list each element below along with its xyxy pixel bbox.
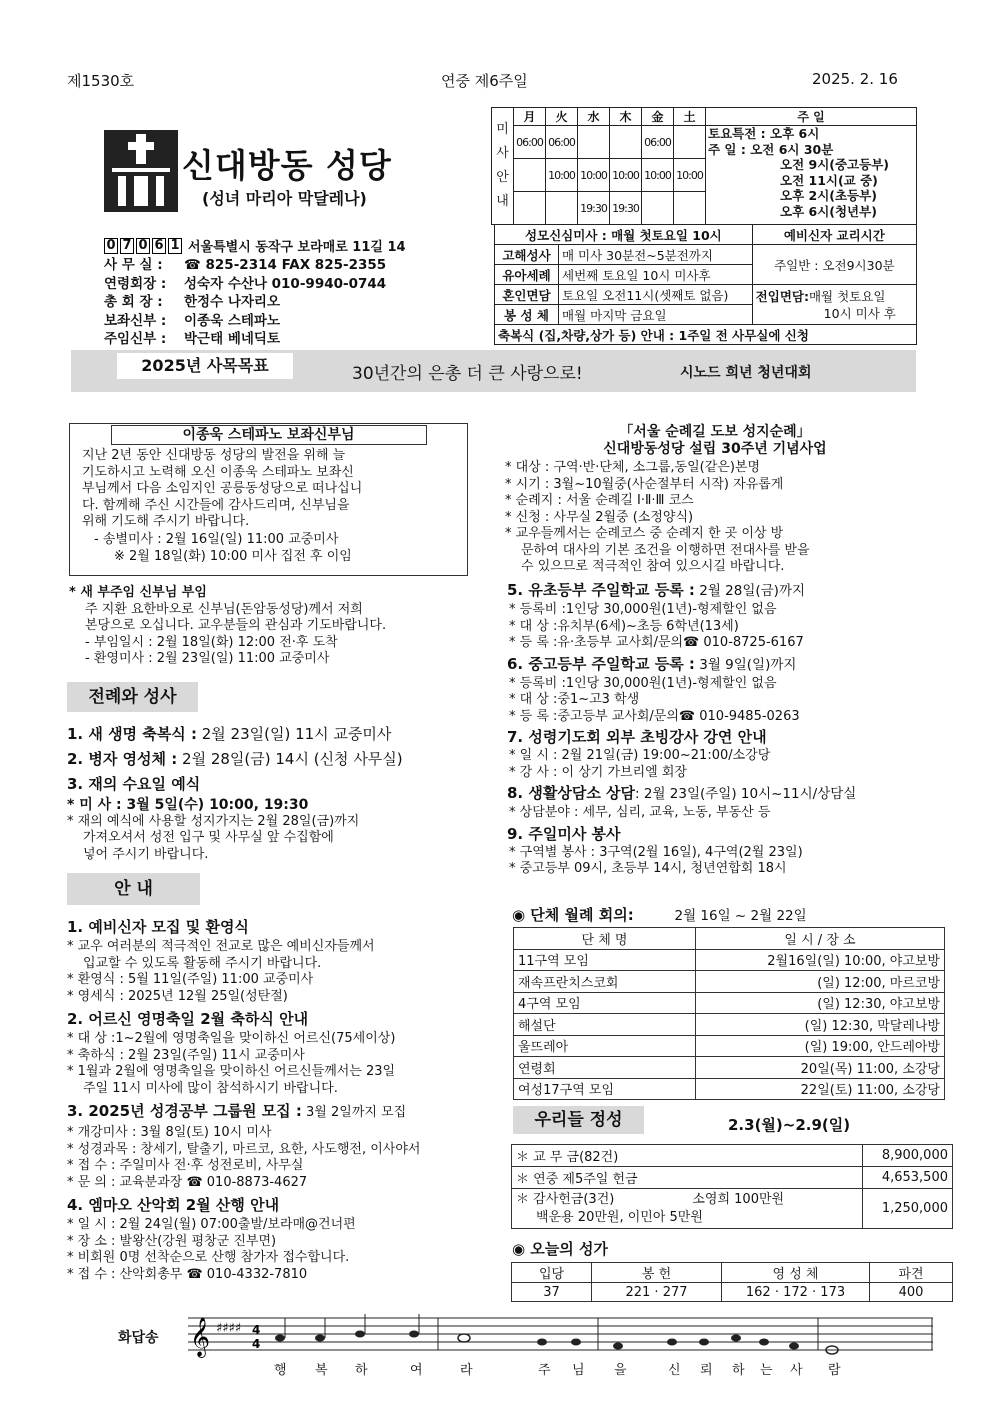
meetings-title-row xyxy=(512,904,807,925)
svg-text:4: 4 xyxy=(252,1323,261,1337)
mass-time xyxy=(674,192,706,225)
offering-label: ＊ 교 무 금(82건) xyxy=(512,1145,863,1167)
text-line: * 등 록 :유·초등부 교사회/문의☎ 010-8725-6167 xyxy=(509,635,804,650)
contact-label: 보좌신부 : xyxy=(104,312,167,329)
right-item-head xyxy=(507,726,927,748)
pilgrimage-section xyxy=(505,424,925,576)
notice-head: 2. 어르신 영명축일 2월 축하식 안내 xyxy=(67,1010,309,1028)
meeting-group: 여성17구역 모임 xyxy=(514,1078,696,1100)
contact-label: 총 회 장 : xyxy=(104,294,163,310)
hymn-head: 입당 xyxy=(512,1263,592,1283)
notice-head: 1. 예비신자 모집 및 환영식 xyxy=(67,918,249,936)
info-label: 유아세례 xyxy=(495,265,559,285)
notice-head: 3. 2025년 성경공부 그룹원 모집 : xyxy=(67,1102,302,1120)
catechumen-title: 예비신자 교리시간 xyxy=(752,225,916,245)
info-label: 고해성사 xyxy=(495,245,559,265)
offering-label: ＊ 연중 제5주일 헌금 xyxy=(512,1167,863,1189)
text-line: * 신청 : 사무실 2월중 (소정양식) xyxy=(505,509,694,525)
mass-time: 10:00 xyxy=(610,159,642,192)
mass-time: 19:30 xyxy=(610,192,642,225)
text-line: 가져오셔서 성전 입구 및 사무실 앞 수집함에 xyxy=(83,830,334,845)
info-label: 혼인면담 xyxy=(495,285,559,305)
text-line: 넣어 주시기 바랍니다. xyxy=(83,846,209,862)
postal-digit: 1 xyxy=(168,238,182,254)
offering-amount: 8,900,000 xyxy=(863,1145,953,1167)
meeting-group: 울뜨레아 xyxy=(514,1035,696,1057)
text-line: * 접 수 : 산악회총무 ☎ 010-4332-7810 xyxy=(67,1266,308,1282)
holy-hour: 성모신심미사 : 매월 첫토요일 10시 xyxy=(495,225,753,245)
meeting-time: 2월16일(일) 10:00, 야고보방 xyxy=(696,949,945,971)
text-line: * 성경과목 : 창세기, 탈출기, 마르코, 요한, 사도행전, 이사야서 xyxy=(67,1141,421,1157)
lyric-syllable: 사 xyxy=(790,1363,803,1378)
contact-value: 이종욱 스테파노 xyxy=(184,312,280,329)
lyric-syllable: 행 xyxy=(274,1363,287,1378)
mass-time xyxy=(514,159,546,192)
text-line: * 구역별 봉사 : 3구역(2월 16일), 4구역(2월 23일) xyxy=(509,844,803,860)
liturgy-title: 전례와 성사 xyxy=(67,682,198,712)
transfer-value: 매월 첫토요일 xyxy=(808,288,886,304)
mass-day-head: 水 xyxy=(578,108,610,126)
meeting-group: 연령회 xyxy=(514,1057,696,1079)
hymn-number: 221 · 277 xyxy=(592,1283,722,1302)
text-line: 수 있으므로 적극적인 참여 있으시길 바랍니다. xyxy=(521,559,785,574)
svg-text:♯♯♯♯: ♯♯♯♯ xyxy=(216,1321,242,1336)
text-line: * 재의 예식에 사용할 성지가지는 2월 28일(금)까지 xyxy=(67,813,360,829)
text-line: * 등 록 :중고등부 교사회/문의☎ 010-9485-0263 xyxy=(509,708,800,724)
text-line: * 접 수 : 주일미사 전·후 성전로비, 사무실 xyxy=(67,1158,304,1173)
lyric-syllable: 뢰 xyxy=(700,1363,713,1378)
farewell-box xyxy=(69,423,468,576)
text-line: 다. 함께해 주신 시간들에 감사드리며, 신부님을 xyxy=(82,497,350,513)
psalm-staff xyxy=(188,1310,933,1362)
text-line: * 순례지 : 서울 순례길 Ⅰ·Ⅱ·Ⅲ 코스 xyxy=(505,493,694,508)
mass-time: 10:00 xyxy=(546,159,578,192)
goal-label: 2025년 사목목표 xyxy=(117,353,293,379)
mass-time: 19:30 xyxy=(578,192,610,225)
lyric-syllable: 라 xyxy=(460,1363,473,1378)
svg-text:4: 4 xyxy=(252,1337,261,1351)
text-line: 기도하시고 노력해 오신 이종욱 스테파노 보좌신 xyxy=(82,464,354,480)
text-line: * 대 상 :유치부(6세)~초등 6학년(13세) xyxy=(509,618,739,634)
info-value: 매 미사 30분전~5분전까지 xyxy=(559,245,753,265)
new-priest-section xyxy=(69,585,386,668)
text-line: * 강 사 : 이 상기 가브리엘 회장 xyxy=(509,764,687,780)
right-item-head xyxy=(507,579,927,602)
text-line: 본당으로 오십니다. 교우분들의 관심과 기도바랍니다. xyxy=(85,618,387,633)
info-value: 매월 마지막 금요일 xyxy=(559,305,753,325)
meeting-head: 일 시 / 장 소 xyxy=(696,928,945,950)
hymns-table xyxy=(511,1262,953,1302)
church-patron: (성녀 마리아 막달레나) xyxy=(202,189,367,208)
weekly-class: 주일반 : 오전9시30분 xyxy=(752,245,916,285)
mass-schedule xyxy=(491,107,917,225)
meetings-title: ◉ 단체 월례 회의: xyxy=(512,906,634,924)
mass-side-char: 사 xyxy=(496,146,509,161)
mass-time xyxy=(674,126,706,159)
contact-list xyxy=(104,256,386,349)
sacrament-info xyxy=(494,224,917,345)
lyric-syllable: 신 xyxy=(668,1363,681,1378)
meeting-time: (일) 19:00, 안드레아방 xyxy=(696,1035,945,1057)
contact-row xyxy=(104,293,386,312)
mass-side-char: 안 xyxy=(496,170,509,185)
blessing-notice: 축복식 (집,차량,상가 등) 안내 : 1주일 전 사무실에 신청 xyxy=(495,325,917,345)
text-line: * 축하식 : 2월 23일(주일) 11시 교중미사 xyxy=(67,1047,305,1063)
thanks-label: ＊ 감사헌금(3건) xyxy=(516,1191,615,1207)
text-line: * 대 상 :중1~고3 학생 xyxy=(509,692,640,707)
mass-sunday-head: 주 일 xyxy=(706,108,917,126)
pilgrimage-sub: 신대방동성당 설립 30주년 기념사업 xyxy=(603,441,827,457)
notice-section xyxy=(67,915,477,1283)
goal-sub: 시노드 희년 청년대회 xyxy=(680,365,812,381)
pilgrimage-title: 「서울 순례길 도보 성지순례」 xyxy=(619,424,811,440)
text-line: 문하여 대사의 기본 조건을 이행하면 전대사를 받을 xyxy=(521,542,810,558)
meeting-time: 22일(토) 11:00, 소강당 xyxy=(696,1078,945,1100)
text-line: * 교우 여러분의 적극적인 전교로 많은 예비신자들께서 xyxy=(67,939,375,954)
text-line: * 영세식 : 2025년 12월 25일(성탄절) xyxy=(67,988,288,1004)
notice-title: 안 내 xyxy=(67,873,200,905)
sunday-name: 연중 제6주일 xyxy=(441,72,528,90)
address-text: 서울특별시 동작구 보라매로 11길 14 xyxy=(188,240,406,255)
text-line: 지난 2년 동안 신대방동 성당의 발전을 위해 늘 xyxy=(82,448,346,463)
mass-side-char: 미 xyxy=(496,122,509,137)
info-value: 세번째 토요일 10시 미사후 xyxy=(559,265,753,285)
psalm-label: 화답송 xyxy=(118,1330,159,1346)
section-head: 7. 성령기도회 외부 초빙강사 강연 안내 xyxy=(507,728,767,746)
text-line: * 중고등부 09시, 초등부 14시, 청년연합회 18시 xyxy=(509,861,787,876)
text-line: * 교우들께서는 순례코스 중 순례지 한 곳 이상 방 xyxy=(505,526,784,541)
text-line: * 상담분야 : 세무, 심리, 교육, 노동, 부동산 등 xyxy=(509,805,771,820)
right-item-head xyxy=(507,653,927,676)
lyric-syllable: 는 xyxy=(760,1363,773,1378)
sunday-line: 주 일 : 오전 6시 30분 xyxy=(708,141,834,157)
contact-row xyxy=(104,312,386,331)
sunday-line: 오전 9시(중고등부) xyxy=(780,157,890,172)
contact-value: 성숙자 수산나 010-9940-0744 xyxy=(184,275,387,292)
lyric-syllable: 하 xyxy=(732,1363,745,1378)
new-priest-title: * 새 부주임 신부님 부임 xyxy=(69,585,207,600)
thanks-donor: 소영희 100만원 xyxy=(692,1191,785,1207)
contact-value: ☎ 825-2314 FAX 825-2355 xyxy=(184,257,387,273)
offering-period: 2.3(월)~2.9(일) xyxy=(728,1116,851,1134)
sunday-line: 오전 11시(교 중) xyxy=(780,172,878,188)
notice-head: 4. 엠마오 산악회 2월 산행 안내 xyxy=(67,1196,280,1214)
text-line: * 문 의 : 교육분과장 ☎ 010-8873-4627 xyxy=(67,1174,308,1190)
farewell-body xyxy=(70,445,467,531)
mass-time xyxy=(642,192,674,225)
section-head: 5. 유초등부 주일학교 등록 : xyxy=(507,581,695,599)
info-label: 봉 성 체 xyxy=(495,305,559,325)
liturgy-item-head: 3. 재의 수요일 예식 xyxy=(67,775,201,793)
mass-side-char: 내 xyxy=(496,194,509,209)
transfer-label: 전입면담: xyxy=(755,288,809,304)
section-head: 9. 주일미사 봉사 xyxy=(507,824,621,843)
church-name: 신대방동 성당 xyxy=(182,146,392,185)
text-line: * 등록비 :1인당 30,000원(1년)-형제할인 없음 xyxy=(509,602,777,617)
liturgy-item-text: 2월 23일(일) 11시 교중미사 xyxy=(196,725,392,743)
hymn-number: 37 xyxy=(512,1283,592,1302)
mass-side-label xyxy=(492,108,514,225)
psalm-lyrics xyxy=(188,1359,933,1377)
text-line: * 시기 : 3월~10월중(사순절부터 시작) 자유롭게 xyxy=(505,476,784,492)
text-line: * 대 상 :1~2월에 영명축일을 맞이하신 어르신(75세이상) xyxy=(67,1031,396,1046)
contact-label: 주임신부 : xyxy=(104,331,167,347)
hymn-head: 영 성 체 xyxy=(722,1263,870,1283)
text-line: * 개강미사 : 3월 8일(토) 10시 미사 xyxy=(67,1125,272,1140)
svg-text:𝄞: 𝄞 xyxy=(190,1317,211,1357)
info-value: 토요일 오전11시(셋째토 없음) xyxy=(559,285,753,305)
sunday-line: 토요특전 : 오후 6시 xyxy=(708,126,820,141)
farewell-title: 이종욱 스테파노 보좌신부님 xyxy=(111,425,427,445)
contact-row xyxy=(104,256,386,275)
offering-amount: 4,653,500 xyxy=(863,1167,953,1189)
mass-time xyxy=(578,126,610,159)
right-notices xyxy=(507,578,927,878)
offering-amount: 1,250,000 xyxy=(863,1189,953,1229)
mass-time: 10:00 xyxy=(578,159,610,192)
issue-number: 제1530호 xyxy=(67,72,135,90)
section-head-rest: 3월 9일(일)까지 xyxy=(694,656,797,673)
section-head: 6. 중고등부 주일학교 등록 : xyxy=(507,654,695,673)
postal-digit: 0 xyxy=(104,238,118,254)
liturgy-item-text: 2월 28일(금) 14시 (신청 사무실) xyxy=(177,750,403,768)
church-logo-icon xyxy=(104,130,178,212)
text-line: 주 지환 요한바오로 신부님(돈암동성당)께서 저희 xyxy=(85,601,363,617)
meeting-time: (일) 12:00, 마르코방 xyxy=(696,971,945,993)
meeting-group: 11구역 모임 xyxy=(514,949,696,971)
contact-label: 사 무 실 : xyxy=(104,257,163,273)
text-line: * 일 시 : 2월 21일(금) 19:00~21:00/소강당 xyxy=(509,748,771,763)
right-item-head xyxy=(507,782,927,805)
text-line: * 환영식 : 5월 11일(주일) 11:00 교중미사 xyxy=(67,972,314,987)
lyric-syllable: 을 xyxy=(614,1363,627,1378)
issue-date: 2025. 2. 16 xyxy=(812,70,898,88)
meeting-head: 단 체 명 xyxy=(514,928,696,950)
hymn-number: 162 · 172 · 173 xyxy=(722,1283,870,1302)
mass-sunday-times xyxy=(706,126,917,225)
hymn-number: 400 xyxy=(870,1283,953,1302)
section-head-rest: 2월 28일(금)까지 xyxy=(694,583,806,599)
text-line: * 대상 : 구역·반·단체, 소그룹,동일(같은)본명 xyxy=(505,460,761,475)
meeting-time: (일) 12:30, 야고보방 xyxy=(696,992,945,1014)
meeting-time: (일) 12:30, 막달레나방 xyxy=(696,1014,945,1036)
farewell-note: ※ 2월 18일(화) 10:00 미사 집전 후 이임 xyxy=(114,548,352,564)
mass-time: 06:00 xyxy=(514,126,546,159)
liturgy-item-head: 1. 새 생명 축복식 : xyxy=(67,725,197,743)
mass-day-head: 火 xyxy=(546,108,578,126)
postal-digit: 7 xyxy=(120,238,134,254)
section-head-rest: : 2월 23일(주일) 10시~11시/상담실 xyxy=(635,786,857,802)
postal-digit: 6 xyxy=(152,238,166,254)
lyric-syllable: 여 xyxy=(410,1363,423,1378)
meetings-table xyxy=(513,927,945,1100)
mass-day-head: 月 xyxy=(514,108,546,126)
text-line: 부님께서 다음 소임지인 공릉동성당으로 떠나십니 xyxy=(82,481,363,496)
lyric-syllable: 람 xyxy=(828,1363,841,1378)
mass-day-head: 木 xyxy=(610,108,642,126)
ash-mass: * 미 사 : 3월 5일(수) 10:00, 19:30 xyxy=(67,797,309,813)
hymn-head: 봉 헌 xyxy=(592,1263,722,1283)
text-line: 주일 11시 미사에 많이 참석하시기 바랍니다. xyxy=(83,1080,338,1096)
mass-day-head: 金 xyxy=(642,108,674,126)
meeting-time: 20일(목) 11:00, 소강당 xyxy=(696,1057,945,1079)
mass-time xyxy=(610,126,642,159)
contact-label: 연령회장 : xyxy=(104,275,167,292)
sunday-line: 오후 6시(청년부) xyxy=(780,203,877,219)
meeting-group: 4구역 모임 xyxy=(514,992,696,1014)
sunday-line: 오후 2시(초등부) xyxy=(780,188,877,203)
text-line: * 장 소 : 발왕산(강원 평창군 진부면) xyxy=(67,1233,277,1249)
lyric-syllable: 복 xyxy=(315,1363,328,1378)
mass-time xyxy=(514,192,546,225)
text-line: * 비회원 0명 선착순으로 산행 참가자 접수합니다. xyxy=(67,1250,350,1265)
postal-digit: 0 xyxy=(136,238,150,254)
text-line: 위해 기도해 주시기 바랍니다. xyxy=(82,514,250,529)
church-address xyxy=(104,236,406,255)
liturgy-section xyxy=(67,722,403,863)
goal-slogan: 30년간의 은총 더 큰 사랑으로! xyxy=(352,364,583,384)
text-line: - 환영미사 : 2월 23일(일) 11:00 교중미사 xyxy=(85,651,330,666)
hymns-title: ◉ 오늘의 성가 xyxy=(512,1240,608,1258)
meeting-group: 해설단 xyxy=(514,1014,696,1036)
mass-time xyxy=(546,192,578,225)
contact-value: 박근태 베네딕토 xyxy=(184,331,280,347)
hymn-head: 파견 xyxy=(870,1263,953,1283)
offering-table xyxy=(511,1144,953,1229)
text-line: * 일 시 : 2월 24일(월) 07:00출발/보라매@건너편 xyxy=(67,1217,356,1232)
text-line: * 1월과 2월에 영명축일을 맞이하신 어르신들께서는 23일 xyxy=(67,1064,396,1079)
text-line: 입교할 수 있도록 활동해 주시기 바랍니다. xyxy=(83,955,322,971)
notice-head-rest: 3월 2일까지 모집 xyxy=(301,1105,407,1120)
section-head: 8. 생활상담소 상담 xyxy=(507,784,636,802)
mass-day-head: 土 xyxy=(674,108,706,126)
mass-time: 10:00 xyxy=(642,159,674,192)
mass-time: 06:00 xyxy=(642,126,674,159)
contact-row xyxy=(104,330,386,349)
mass-time: 10:00 xyxy=(674,159,706,192)
lyric-syllable: 님 xyxy=(572,1363,585,1378)
contact-value: 한정수 나자리오 xyxy=(184,294,280,310)
contact-row xyxy=(104,275,386,294)
lyric-syllable: 하 xyxy=(355,1363,368,1378)
meeting-group: 재속프란치스코회 xyxy=(514,971,696,993)
right-item-head xyxy=(507,823,927,845)
text-line: * 등록비 :1인당 30,000원(1년)-형제할인 없음 xyxy=(509,675,777,691)
lyric-syllable: 주 xyxy=(538,1363,551,1378)
thanks-donors: 백운용 20만원, 이민아 5만원 xyxy=(536,1209,703,1225)
mass-time: 06:00 xyxy=(546,126,578,159)
text-line: - 부임일시 : 2월 18일(화) 12:00 전·후 도착 xyxy=(85,634,338,650)
transfer-value-2: 10시 미사 후 xyxy=(823,305,896,321)
farewell-mass: - 송별미사 : 2월 16일(일) 11:00 교중미사 xyxy=(94,531,339,547)
offering-title: 우리들 정성 xyxy=(513,1106,644,1134)
liturgy-item-head: 2. 병자 영성체 : xyxy=(67,750,178,768)
meetings-period: 2월 16일 ~ 2월 22일 xyxy=(674,908,807,924)
